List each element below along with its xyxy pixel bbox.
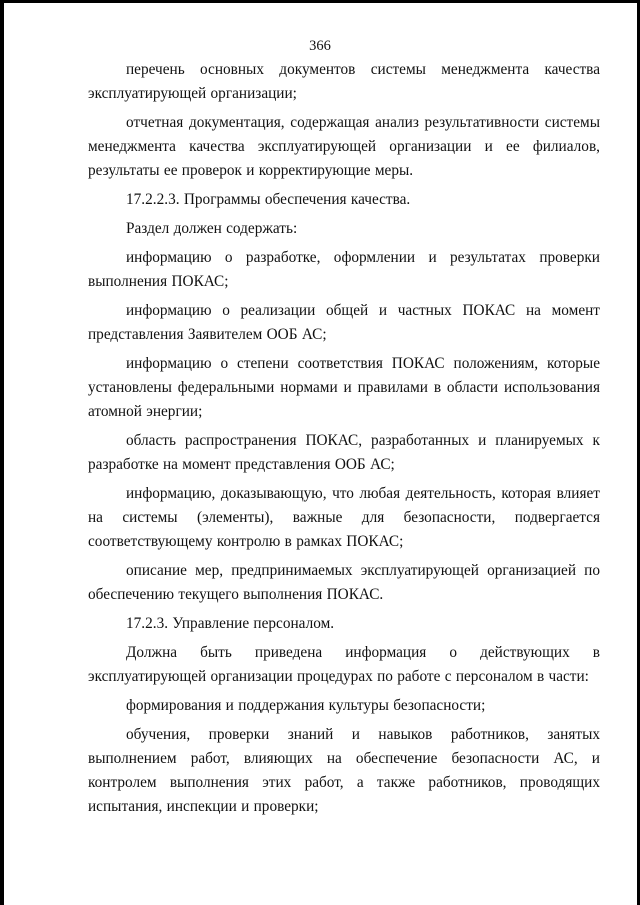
section-heading: 17.2.2.3. Программы обеспечения качества. [126, 191, 411, 208]
paragraph: информацию, доказывающую, что любая деятельность, которая влияет на системы (элементы), важные для безопасности, подвергается соответствующему контролю в рамках ПОКАС; [88, 485, 600, 550]
paragraph: обучения, проверки знаний и навыков работников, занятых выполнением работ, влияющих на обеспечение безопасности АС, и контролем выполнения этих работ, а также работников, проводящих испытания, инспекции и проверки; [88, 726, 600, 815]
paragraph: отчетная документация, содержащая анализ результативности системы менеджмента качества эксплуатирующей организации и ее филиалов, результаты ее проверок и корректирующие меры. [88, 114, 600, 179]
page-number: 366 [309, 38, 331, 54]
section-heading: 17.2.3. Управление персоналом. [126, 615, 335, 632]
paragraph: Раздел должен содержать: [126, 220, 298, 237]
paragraph: область распространения ПОКАС, разработанных и планируемых к разработке на момент представления ООБ АС; [88, 432, 600, 473]
paragraph: информацию о степени соответствия ПОКАС положениям, которые установлены федеральными нормами и правилами в области использования атомной энергии; [88, 355, 600, 420]
paragraph: формирования и поддержания культуры безопасности; [126, 697, 486, 714]
paragraph: информацию о разработке, оформлении и результатах проверки выполнения ПОКАС; [88, 249, 600, 290]
scan-border-left [0, 0, 4, 905]
paragraph: информацию о реализации общей и частных ПОКАС на момент представления Заявителем ООБ АС; [88, 302, 600, 343]
paragraph: описание мер, предпринимаемых эксплуатирующей организацией по обеспечению текущего выполнения ПОКАС. [88, 562, 600, 603]
paragraph: перечень основных документов системы менеджмента качества эксплуатирующей организации; [88, 61, 600, 102]
paragraph: Должна быть приведена информация о действующих в эксплуатирующей организации процедурах по работе с персоналом в части: [88, 644, 600, 685]
document-body [88, 58, 600, 824]
scan-border-top [0, 0, 640, 3]
